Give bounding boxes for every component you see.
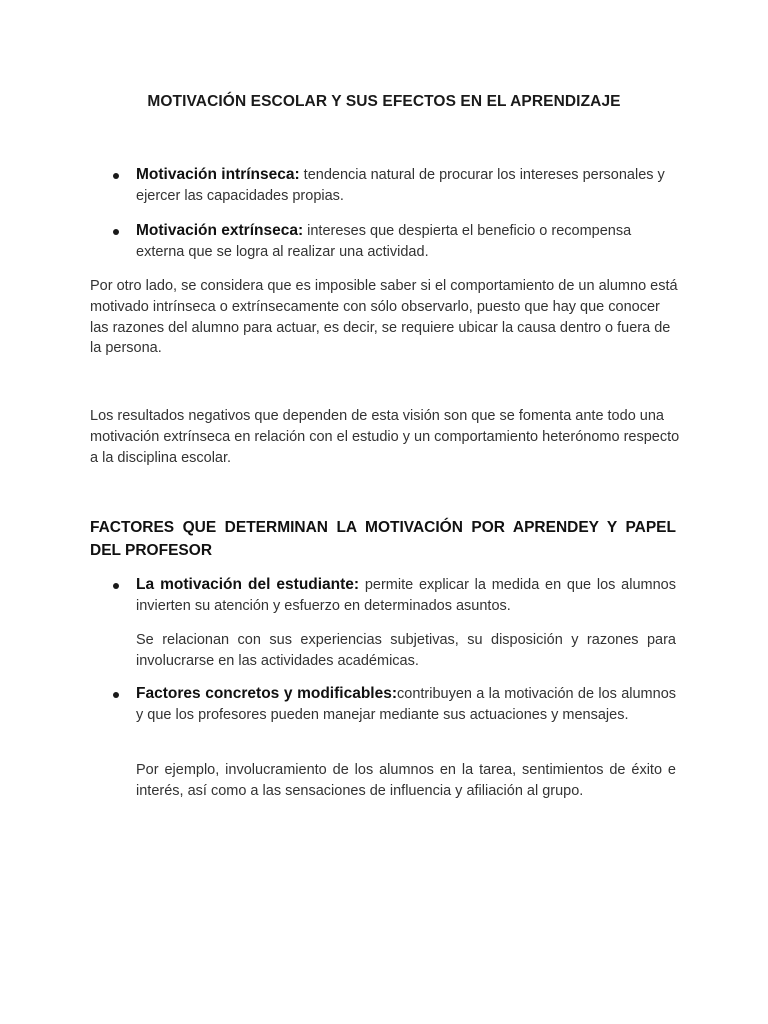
- document-title: MOTIVACIÓN ESCOLAR Y SUS EFECTOS EN EL APRENDIZAJE: [147, 93, 621, 110]
- bullet-label: La motivación del estudiante:: [136, 576, 360, 593]
- bullet-item-motivacion-estudiante: [136, 575, 676, 616]
- bullet-marker: [113, 173, 119, 179]
- paragraph-resultados-negativos: Los resultados negativos que dependen de esta visión son que se fomenta ante todo una motivación extrínseca en relación con el estudio y un comportamiento heterónomo respecto a la disciplina escolar.: [90, 408, 680, 466]
- bullet-text: tendencia natural de procurar los intereses personales y ejercer las capacidades propias.: [136, 167, 665, 204]
- bullet-text: intereses que despierta el beneficio o recompensa externa que se logra al realizar una actividad.: [136, 223, 632, 260]
- bullet-item-motivacion-intrinseca: [136, 165, 676, 206]
- bullet-label: Motivación extrínseca:: [136, 222, 304, 239]
- bullet-label: Factores concretos y modificables:: [136, 685, 398, 702]
- bullet-marker: [113, 229, 119, 235]
- bullet-followup-paragraph: Se relacionan con sus experiencias subjetivas, su disposición y razones para involucrarse en las actividades académicas.: [136, 632, 676, 669]
- bullet-item-factores-concretos: [136, 684, 676, 725]
- bullet-followup-paragraph: Por ejemplo, involucramiento de los alumnos en la tarea, sentimientos de éxito e interés, así como a las sensaciones de influencia y afiliación al grupo.: [136, 762, 676, 799]
- bullet-text: permite explicar la medida en que los alumnos invierten su atención y esfuerzo en determinados asuntos.: [136, 577, 676, 614]
- bullet-text: contribuyen a la motivación de los alumnos y que los profesores pueden manejar mediante sus actuaciones y mensajes.: [136, 686, 677, 723]
- bullet-label: Motivación intrínseca:: [136, 166, 300, 183]
- paragraph-otro-lado: Por otro lado, se considera que es imposible saber si el comportamiento de un alumno está motivado intrínseca o extrínsecamente con sólo observarlo, puesto que hay que conocer las razones del alumno para actuar, es decir, se requiere ubicar la causa dentro o fuera de la persona.: [90, 278, 678, 357]
- bullet-marker: [113, 583, 119, 589]
- bullet-marker: [113, 692, 119, 698]
- section-heading-factores: FACTORES QUE DETERMINAN LA MOTIVACIÓN POR APRENDEY Y PAPEL DEL PROFESOR: [90, 519, 676, 559]
- bullet-item-motivacion-extrinseca: [136, 221, 676, 262]
